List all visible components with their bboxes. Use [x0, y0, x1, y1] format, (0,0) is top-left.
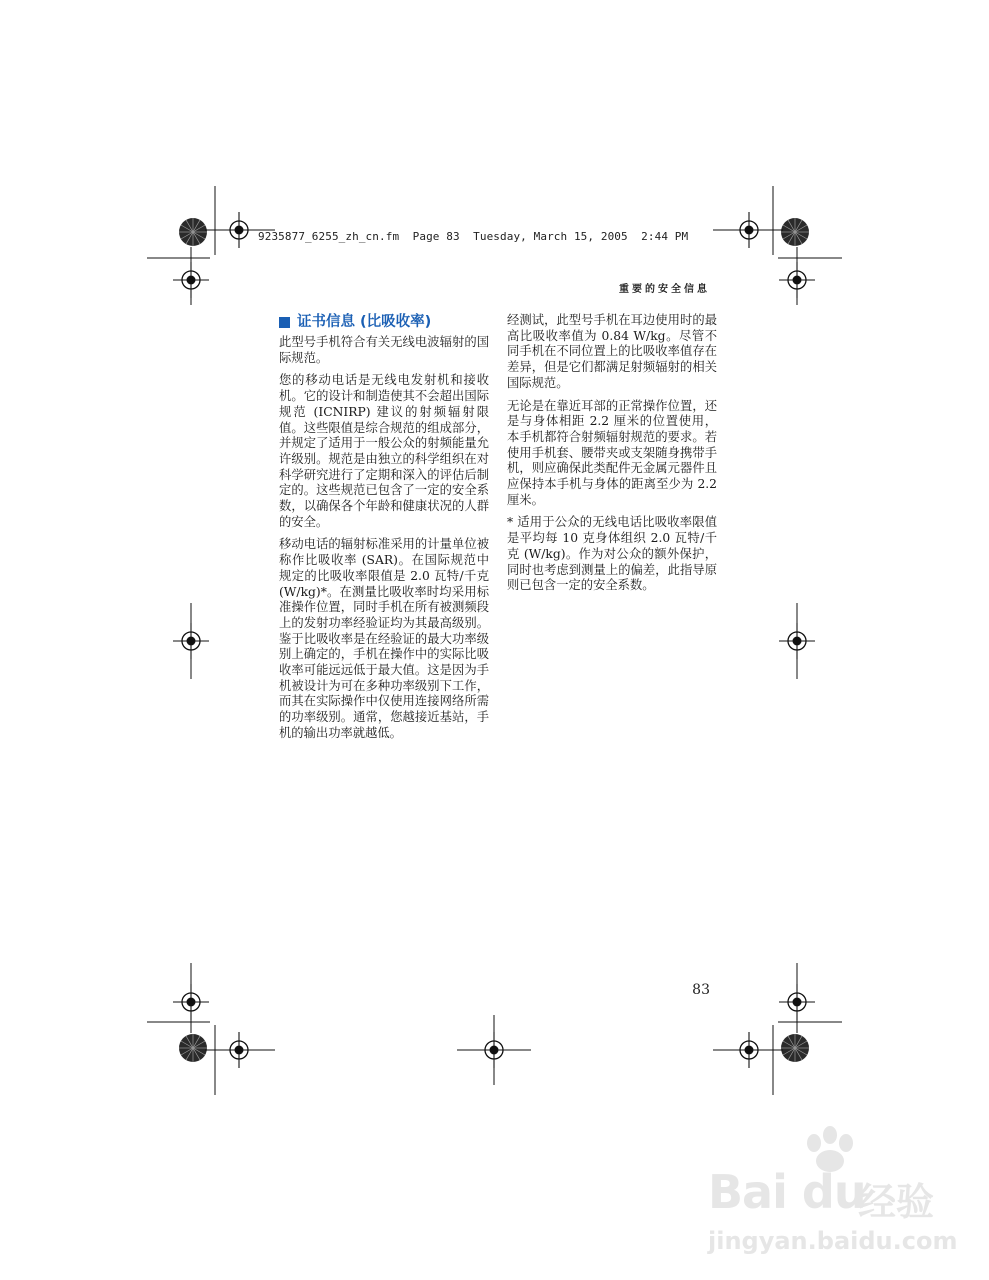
page-number: 83 [692, 982, 710, 998]
paragraph: 经测试，此型号手机在耳边使用时的最高比吸收率值为 0.84 W/kg。尽管不同手机在不同位置上的比吸收率值存在差异，但是它们都满足射频辐射的相关国际规范。 [507, 313, 717, 390]
watermark-brand-cn: 经验 [858, 1180, 935, 1224]
paragraph: 此型号手机符合有关无线电波辐射的国际规范。 [279, 335, 489, 365]
footnote: * 适用于公众的无线电话比吸收率限值是平均每 10 克身体组织 2.0 瓦特/千克 (W/kg)。作为对公众的额外保护，同时也考虑到测量上的偏差，此指导原则已包含一定的安全系数。 [507, 515, 717, 593]
watermark-url: jingyan.baidu.com [708, 1227, 958, 1255]
section-heading [279, 313, 489, 331]
baidu-jingyan-watermark [690, 1125, 960, 1265]
right-column [507, 313, 717, 601]
section-heading-text: 证书信息 (比吸收率) [297, 314, 432, 330]
left-column [279, 313, 489, 749]
paragraph: 移动电话的辐射标准采用的计量单位被称作比吸收率 (SAR)。在国际规范中规定的比吸收率限值是 2.0 瓦特/千克 (W/kg)*。在测量比吸收率时均采用标准操作位置，同时手机在所有被测频段上的发射功率经验证均为其最高级别。鉴于比吸收率是在经验证的最大功率级别上确定的，手机在操作中的实际比吸收率可能远远低于最大值。这是因为手机被设计为可在多种功率级别下工作，而其在实际操作中仅使用连接网络所需的功率级别。通常，您越接近基站，手机的输出功率就越低。 [279, 537, 489, 740]
blue-square-bullet-icon [279, 317, 290, 328]
print-slug: 9235877_6255_zh_cn.fm Page 83 Tuesday, March 15, 2005 2:44 PM [258, 230, 689, 243]
running-head: 重要的安全信息 [619, 284, 710, 295]
paragraph: 您的移动电话是无线电发射机和接收机。它的设计和制造使其不会超出国际规范 (ICNIRP) 建议的射频辐射限值。这些限值是综合规范的组成部分，并规定了适用于一般公众的射频能量允许级别。规范是由独立的科学组织在对科学研究进行了定期和深入的评估后制定的。这些规范已包含了一定的安全系数，以确保各个年龄和健康状况的人群的安全。 [279, 373, 489, 529]
watermark-brand: Bai du [708, 1165, 866, 1219]
paragraph: 无论是在靠近耳部的正常操作位置，还是与身体相距 2.2 厘米的位置使用，本手机都符合射频辐射规范的要求。若使用手机套、腰带夹或支架随身携带手机，则应确保此类配件无金属元器件且应保持本手机与身体的距离至少为 2.2 厘米。 [507, 398, 717, 507]
